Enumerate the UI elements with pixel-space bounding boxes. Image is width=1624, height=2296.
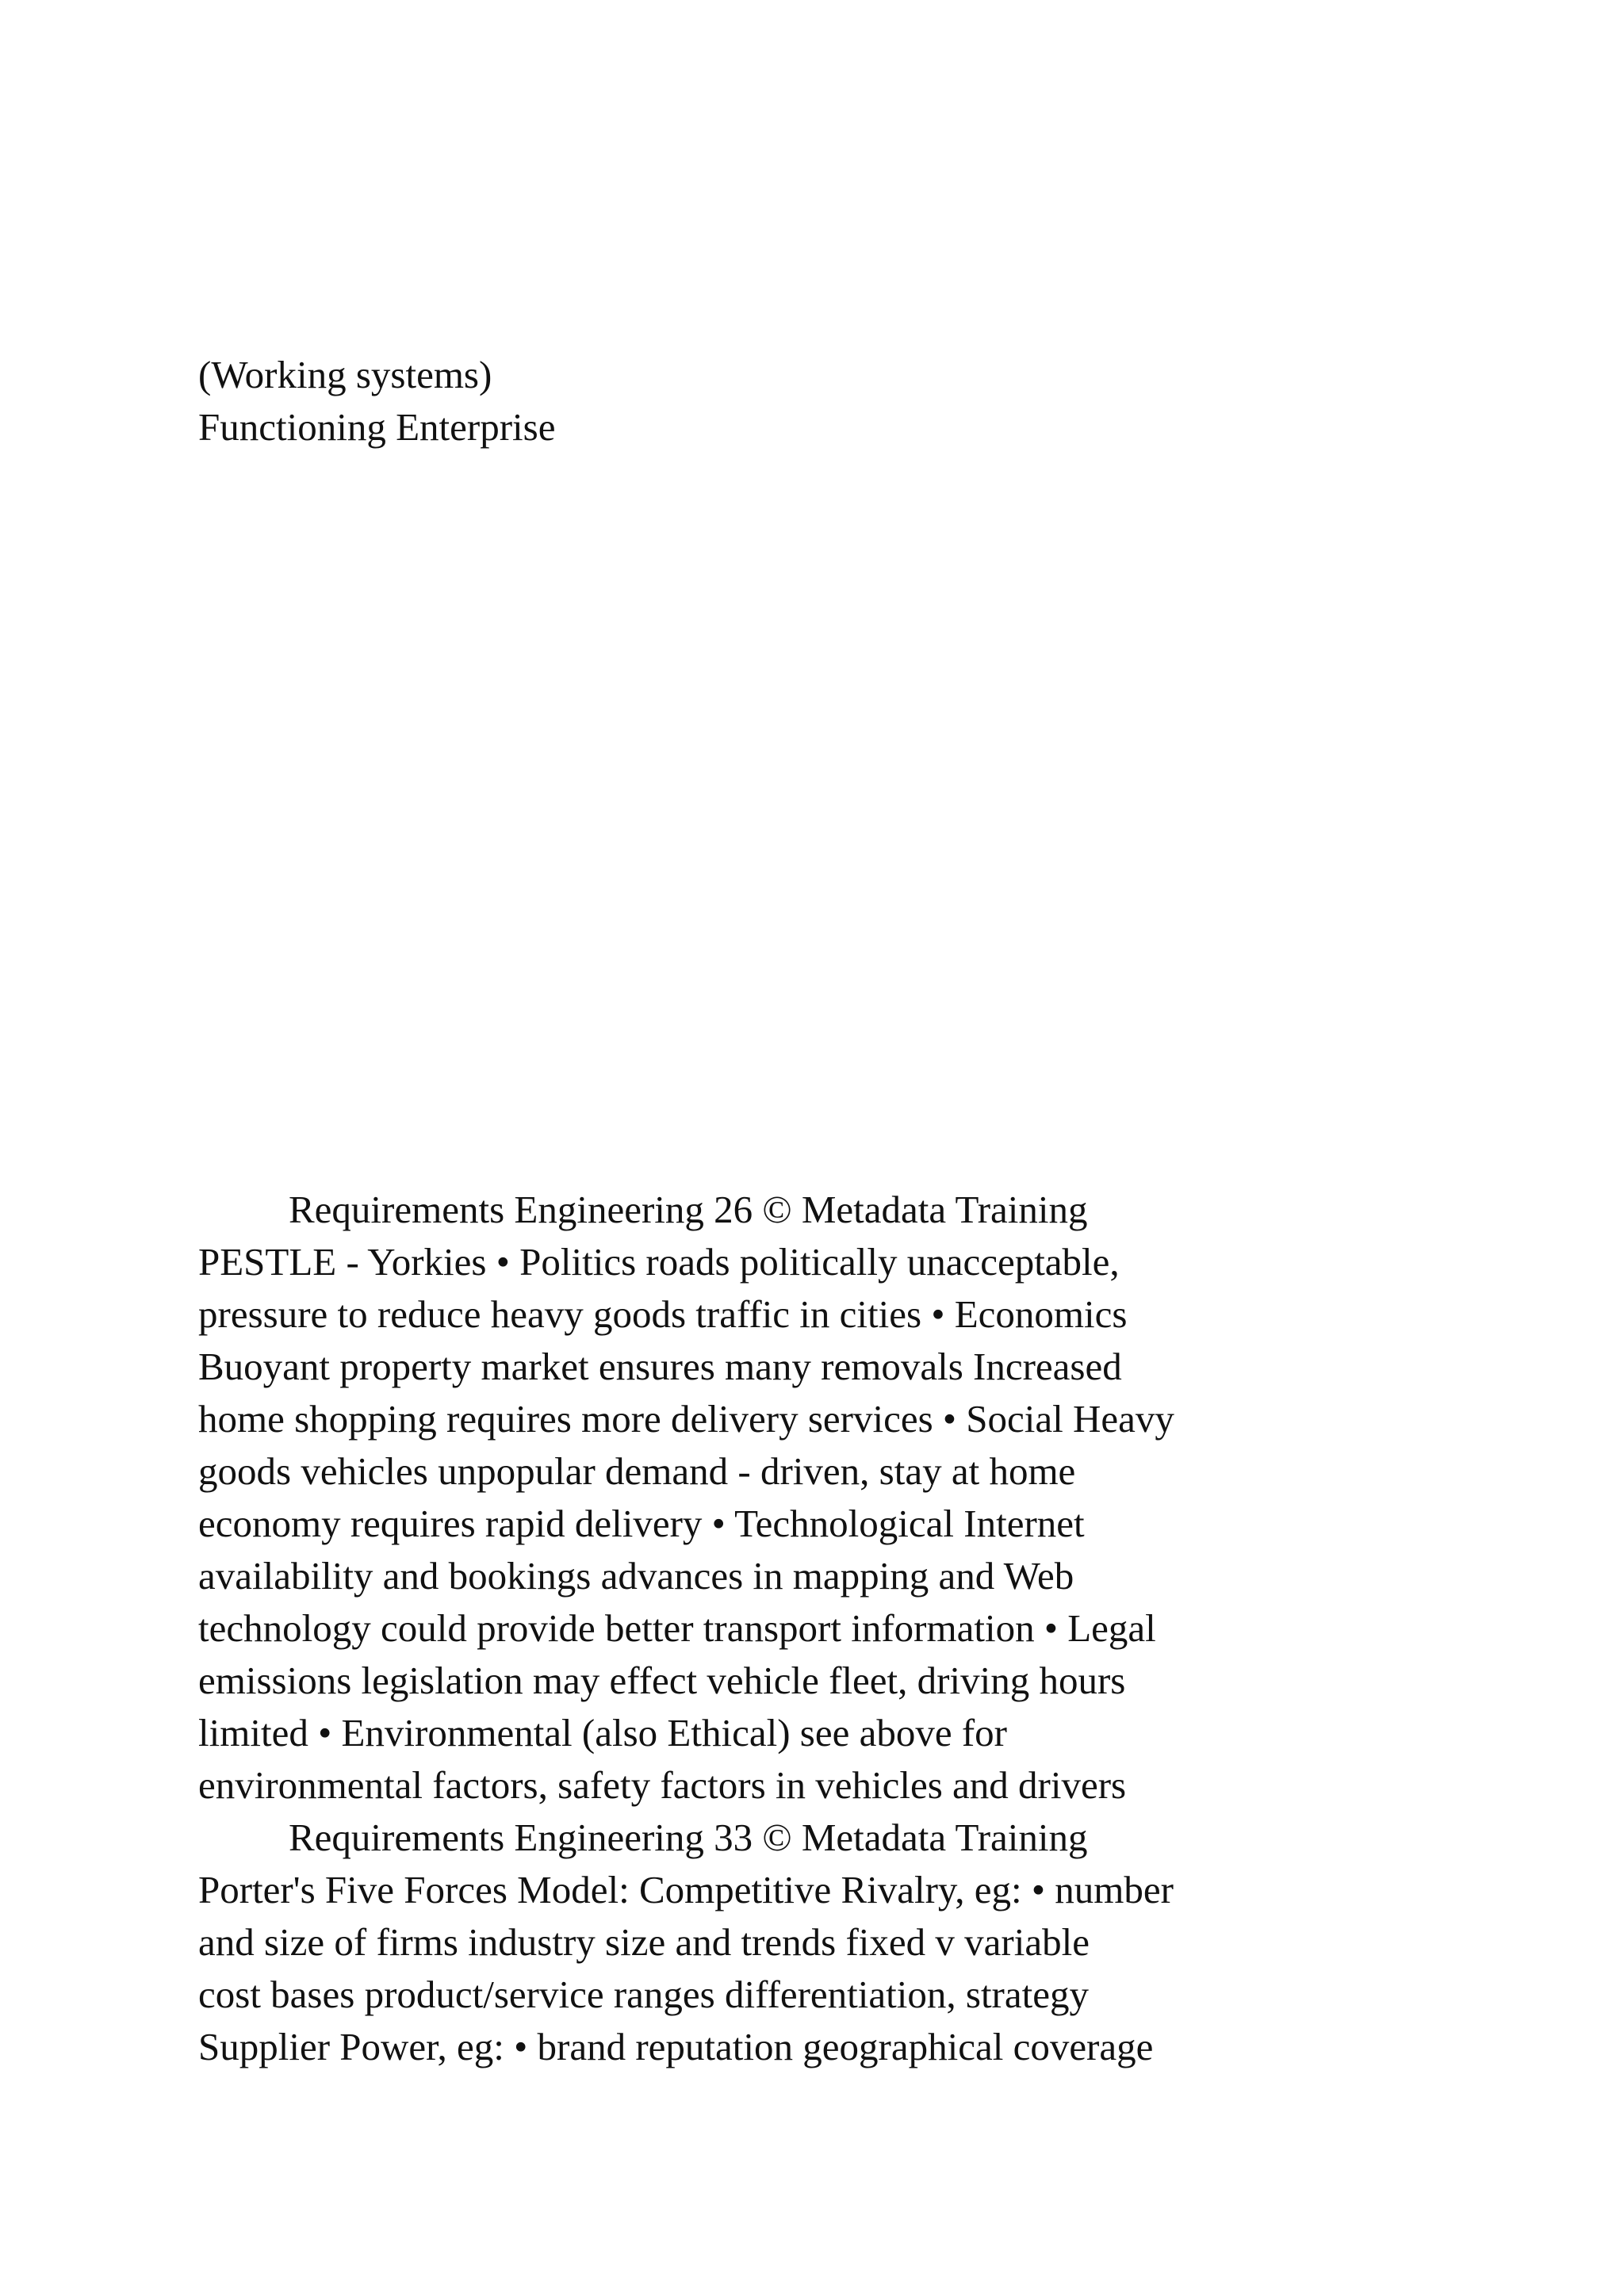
- text-line: environmental factors, safety factors in vehicles and drivers: [198, 1763, 1127, 1807]
- text-line: Supplier Power, eg: • brand reputation geographical coverage: [198, 2025, 1154, 2068]
- text-line: limited • Environmental (also Ethical) see above for: [198, 1711, 1007, 1755]
- text-line: and size of firms industry size and trends fixed v variable: [198, 1920, 1090, 1964]
- slide-footer-line: Requirements Engineering 26 © Metadata Training: [289, 1188, 1088, 1231]
- text-line: Porter's Five Forces Model: Competitive Rivalry, eg: • number: [198, 1868, 1174, 1911]
- body-text-block: [198, 1184, 1594, 2073]
- text-line: goods vehicles unpopular demand - driven, stay at home: [198, 1449, 1076, 1493]
- text-line: pressure to reduce heavy goods traffic in cities • Economics: [198, 1292, 1128, 1336]
- text-line: economy requires rapid delivery • Technological Internet: [198, 1502, 1085, 1545]
- text-line: (Working systems): [198, 353, 492, 396]
- slide-footer-line: Requirements Engineering 33 © Metadata Training: [289, 1816, 1088, 1859]
- text-line: availability and bookings advances in mapping and Web: [198, 1554, 1074, 1598]
- heading-block: [198, 349, 1594, 453]
- text-line: Buoyant property market ensures many removals Increased: [198, 1345, 1122, 1388]
- text-line: PESTLE - Yorkies • Politics roads politically unacceptable,: [198, 1240, 1120, 1284]
- text-line: home shopping requires more delivery services • Social Heavy: [198, 1397, 1174, 1441]
- text-line: Functioning Enterprise: [198, 405, 556, 449]
- text-line: emissions legislation may effect vehicle fleet, driving hours: [198, 1659, 1126, 1702]
- text-line: cost bases product/service ranges differentiation, strategy: [198, 1973, 1089, 2016]
- text-line: technology could provide better transport information • Legal: [198, 1606, 1156, 1650]
